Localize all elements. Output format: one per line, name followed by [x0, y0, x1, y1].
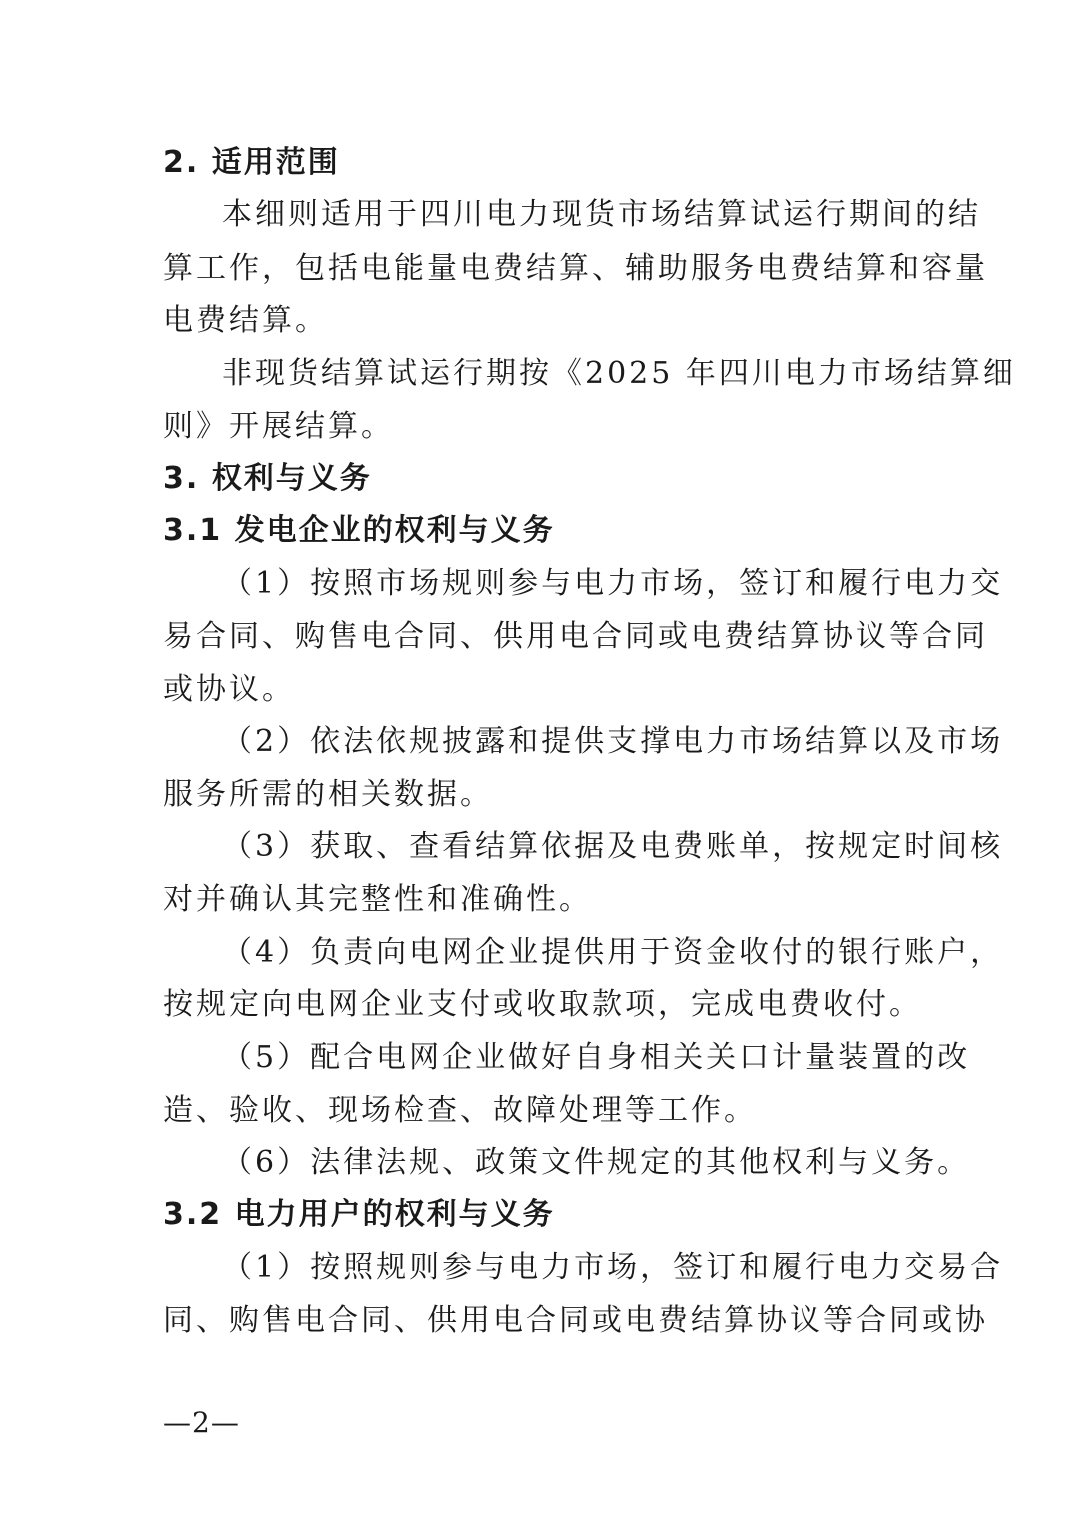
section-heading-3: 3. 权利与义务: [163, 461, 372, 496]
list-item-line: （3）获取、查看结算依据及电费账单，按规定时间核: [222, 829, 1004, 864]
list-item-line: （2）依法依规披露和提供支撑电力市场结算以及市场: [222, 724, 1004, 759]
paragraph-line: 非现货结算试运行期按《2025 年四川电力市场结算细: [222, 356, 1016, 391]
list-item-line: （5）配合电网企业做好自身相关关口计量装置的改: [222, 1040, 971, 1075]
paragraph-line: 本细则适用于四川电力现货市场结算试运行期间的结: [222, 197, 981, 232]
paragraph-line: 电费结算。: [163, 303, 328, 338]
list-item-line: 服务所需的相关数据。: [163, 777, 493, 812]
list-item-line: （1）按照市场规则参与电力市场，签订和履行电力交: [222, 566, 1004, 601]
subsection-heading-3-1: 3.1 发电企业的权利与义务: [163, 513, 555, 548]
paragraph-line: 算工作，包括电能量电费结算、辅助服务电费结算和容量: [163, 251, 988, 286]
list-item-line: 造、验收、现场检查、故障处理等工作。: [163, 1093, 757, 1128]
paragraph-line: 则》开展结算。: [163, 409, 394, 444]
subsection-heading-3-2: 3.2 电力用户的权利与义务: [163, 1197, 555, 1232]
list-item-line: （1）按照规则参与电力市场，签订和履行电力交易合: [222, 1250, 1004, 1285]
list-item-line: 对并确认其完整性和准确性。: [163, 882, 592, 917]
list-item-line: （4）负责向电网企业提供用于资金收付的银行账户，: [222, 935, 1004, 970]
list-item-line: （6）法律法规、政策文件规定的其他权利与义务。: [222, 1145, 971, 1180]
list-item-line: 按规定向电网企业支付或收取款项，完成电费收付。: [163, 987, 922, 1022]
list-item-line: 或协议。: [163, 672, 295, 707]
page-number: —2—: [163, 1406, 240, 1439]
list-item-line: 同、购售电合同、供用电合同或电费结算协议等合同或协: [163, 1303, 988, 1338]
list-item-line: 易合同、购售电合同、供用电合同或电费结算协议等合同: [163, 619, 988, 654]
section-heading-2: 2. 适用范围: [163, 145, 340, 180]
